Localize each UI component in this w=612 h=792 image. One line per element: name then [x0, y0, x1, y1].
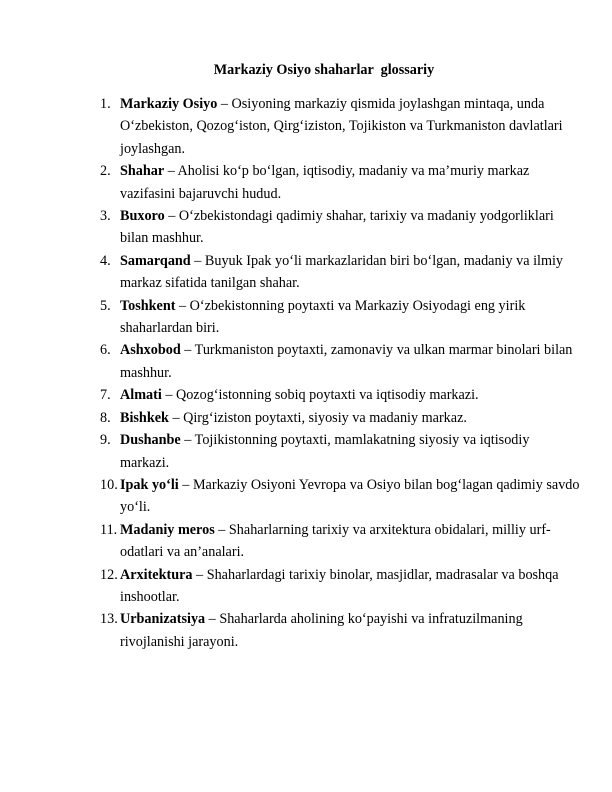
entry-definition: – Shaharlarning tarixiy va arxitektura obidalari, milliy urf-odatlari va an’analari.: [120, 521, 551, 561]
entry-number: 2.: [100, 163, 111, 180]
glossary-entry: [100, 205, 580, 250]
glossary-entry: [100, 250, 580, 295]
entry-definition: – Osiyoning markaziy qismida joylashgan mintaqa, unda O‘zbekiston, Qozog‘iston, Qirg‘iziston, Tojikiston va Turkmaniston davlatlari joylashgan.: [120, 96, 563, 157]
entry-term: Bishkek: [120, 409, 169, 426]
entry-number: 8.: [100, 409, 111, 426]
entry-number: 11.: [100, 521, 118, 538]
entry-definition: – Qozog‘istonning sobiq poytaxti va iqtisodiy markazi.: [161, 387, 479, 404]
entry-term: Urbanizatsiya: [120, 611, 206, 628]
entry-term: Dushanbe: [120, 432, 181, 449]
entry-definition: – Tojikistonning poytaxti, mamlakatning siyosiy va iqtisodiy markazi.: [120, 432, 530, 471]
entry-term: Almati: [120, 387, 162, 404]
entry-definition: – Shaharlardagi tarixiy binolar, masjidlar, madrasalar va boshqa inshootlar.: [120, 566, 559, 605]
entry-term: Markaziy Osiyo: [120, 96, 218, 112]
glossary-entry: [100, 519, 580, 564]
entry-number: 13.: [100, 611, 118, 628]
entry-number: 4.: [100, 252, 111, 269]
entry-term: Ashxobod: [120, 342, 181, 359]
entry-number: 12.: [100, 566, 118, 583]
entry-definition: – O‘zbekistondagi qadimiy shahar, tarixiy va madaniy yodgorliklari bilan mashhur.: [120, 208, 554, 247]
entry-term: Ipak yo‘li: [120, 476, 179, 493]
glossary-entry: [100, 474, 580, 519]
glossary-entry: [100, 93, 580, 160]
entry-number: 5.: [100, 297, 111, 314]
entry-term: Shahar: [120, 163, 165, 180]
entry-number: 3.: [100, 208, 111, 225]
entry-definition: – Turkmaniston poytaxti, zamonaviy va ulkan marmar binolari bilan mashhur.: [120, 342, 573, 381]
glossary-entry: [100, 429, 580, 474]
glossary-entry: [100, 564, 580, 609]
entry-definition: – Shaharlarda aholining ko‘payishi va infratuzilmaning rivojlanishi jarayoni.: [120, 611, 523, 650]
glossary-entry: [100, 407, 580, 429]
entry-term: Buxoro: [120, 208, 165, 225]
entry-number: 9.: [100, 432, 111, 449]
entry-number: 1.: [100, 96, 111, 112]
glossary-entry: [100, 339, 580, 384]
page-title: Markaziy Osiyo shaharlar glossariy: [213, 62, 435, 78]
glossary-entry: [100, 608, 580, 653]
glossary-entry: [100, 295, 580, 340]
entry-term: Madaniy meros: [120, 521, 215, 538]
glossary-entry: [100, 384, 580, 406]
entry-term: Samarqand: [120, 252, 191, 269]
entry-number: 10.: [100, 476, 118, 493]
entry-definition: – Buyuk Ipak yo‘li markazlaridan biri bo‘lgan, madaniy va ilmiy markaz sifatida tanilgan shahar.: [120, 252, 564, 292]
entry-definition: – Qirg‘iziston poytaxti, siyosiy va madaniy markaz.: [168, 409, 467, 426]
entry-definition: – Markaziy Osiyoni Yevropa va Osiyo bilan bog‘lagan qadimiy savdo yo‘li.: [120, 476, 580, 516]
entry-term: Arxitektura: [120, 566, 193, 583]
entry-definition: – Aholisi ko‘p bo‘lgan, iqtisodiy, madaniy va ma’muriy markaz vazifasini bajaruvchi hudud.: [120, 163, 530, 202]
entry-term: Toshkent: [120, 297, 176, 314]
entry-number: 7.: [100, 387, 111, 404]
glossary-entry: [100, 160, 580, 205]
glossary-list: [100, 93, 580, 653]
entry-number: 6.: [100, 342, 111, 359]
entry-definition: – O‘zbekistonning poytaxti va Markaziy Osiyodagi eng yirik shaharlardan biri.: [120, 297, 526, 337]
